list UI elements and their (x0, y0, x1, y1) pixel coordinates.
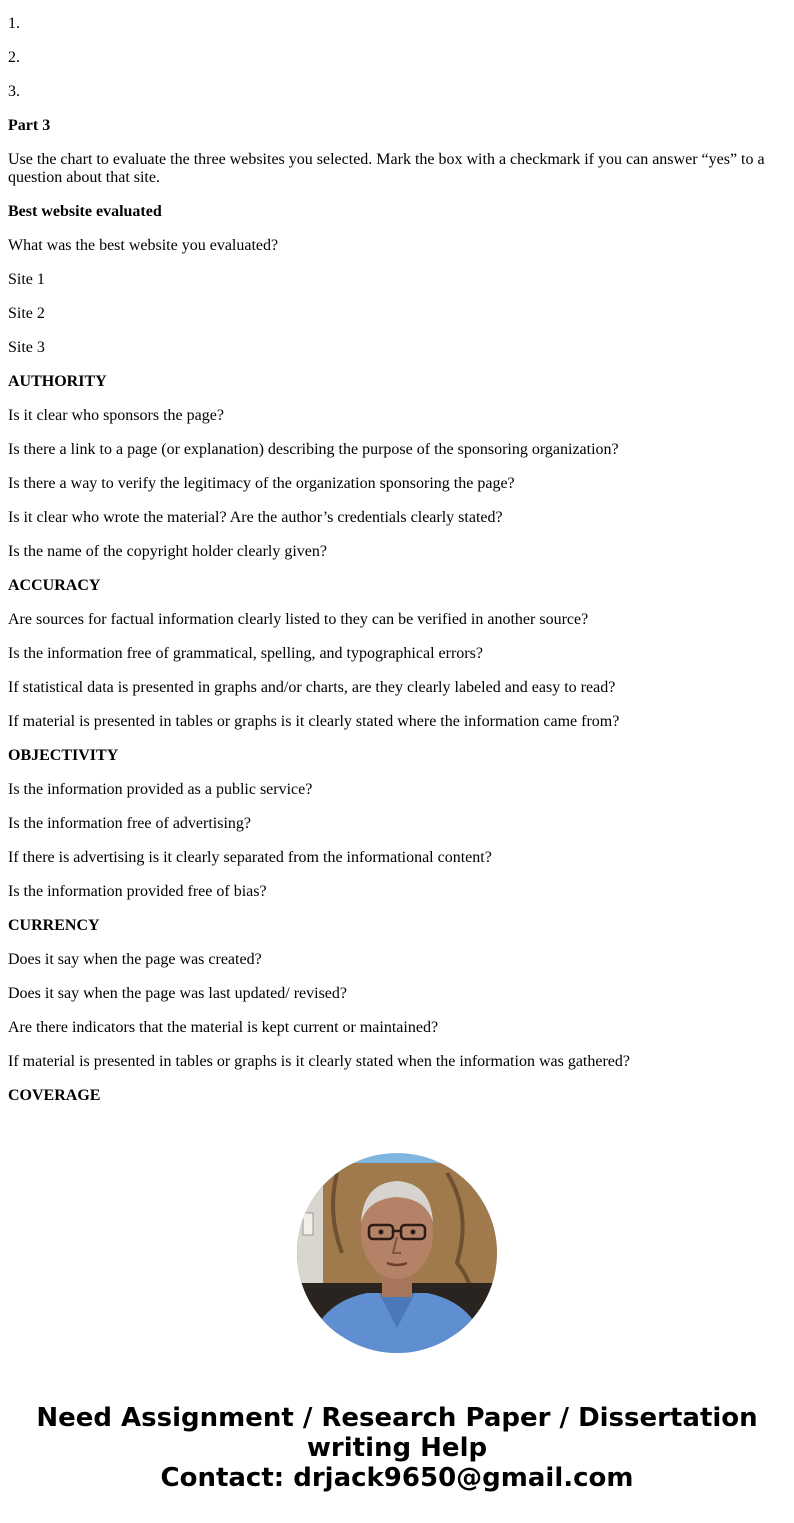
question-item: Does it say when the page was last updated/ revised? (8, 985, 348, 1002)
promo-line-2: writing Help (306, 1433, 488, 1463)
question-item: Is the information free of grammatical, spelling, and typographical errors? (8, 645, 483, 662)
author-avatar (297, 1153, 497, 1353)
promo-line-1: Need Assignment / Research Paper / Dissertation (36, 1403, 758, 1433)
best-website-heading: Best website evaluated (8, 203, 162, 220)
question-item: Are sources for factual information clearly listed to they can be verified in another source? (8, 611, 589, 628)
question-item: If there is advertising is it clearly separated from the informational content? (8, 849, 492, 866)
question-item: Is it clear who wrote the material? Are the author’s credentials clearly stated? (8, 509, 503, 526)
site-label-2: Site 2 (8, 305, 45, 322)
list-number-3: 3. (8, 83, 20, 100)
list-number-1: 1. (8, 15, 20, 32)
question-item: Is the name of the copyright holder clearly given? (8, 543, 327, 560)
question-item: If material is presented in tables or graphs is it clearly stated when the information was gathered? (8, 1053, 631, 1070)
site-label-1: Site 1 (8, 271, 45, 288)
question-item: Does it say when the page was created? (8, 951, 262, 968)
best-website-question: What was the best website you evaluated? (8, 237, 279, 254)
intro-block (8, 136, 784, 188)
promo-contact: Contact: drjack9650@gmail.com (160, 1463, 634, 1493)
question-item: Is there a link to a page (or explanation) describing the purpose of the sponsoring organization? (8, 441, 619, 458)
question-item: Is there a way to verify the legitimacy of the organization sponsoring the page? (8, 475, 515, 492)
question-item: Is the information provided as a public service? (8, 781, 313, 798)
section-heading-currency: CURRENCY (8, 917, 100, 934)
question-item: Is it clear who sponsors the page? (8, 407, 224, 424)
section-heading-authority: AUTHORITY (8, 373, 107, 390)
part-heading: Part 3 (8, 117, 51, 134)
question-item: If statistical data is presented in graphs and/or charts, are they clearly labeled and easy to read? (8, 679, 616, 696)
question-item: Are there indicators that the material is kept current or maintained? (8, 1019, 439, 1036)
question-item: Is the information provided free of bias? (8, 883, 267, 900)
site-label-3: Site 3 (8, 339, 45, 356)
list-number-2: 2. (8, 49, 20, 66)
question-item: If material is presented in tables or graphs is it clearly stated where the information came from? (8, 713, 620, 730)
document-body (8, 0, 784, 1106)
section-heading-coverage: COVERAGE (8, 1087, 101, 1104)
section-heading-accuracy: ACCURACY (8, 577, 101, 594)
question-item: Is the information free of advertising? (8, 815, 252, 832)
author-portrait-icon (297, 1153, 497, 1353)
promo-banner (0, 1403, 794, 1493)
intro-paragraph: Use the chart to evaluate the three websites you selected. Mark the box with a checkmark if you can answer “yes” to a question about that site. (8, 151, 765, 186)
section-heading-objectivity: OBJECTIVITY (8, 747, 119, 764)
